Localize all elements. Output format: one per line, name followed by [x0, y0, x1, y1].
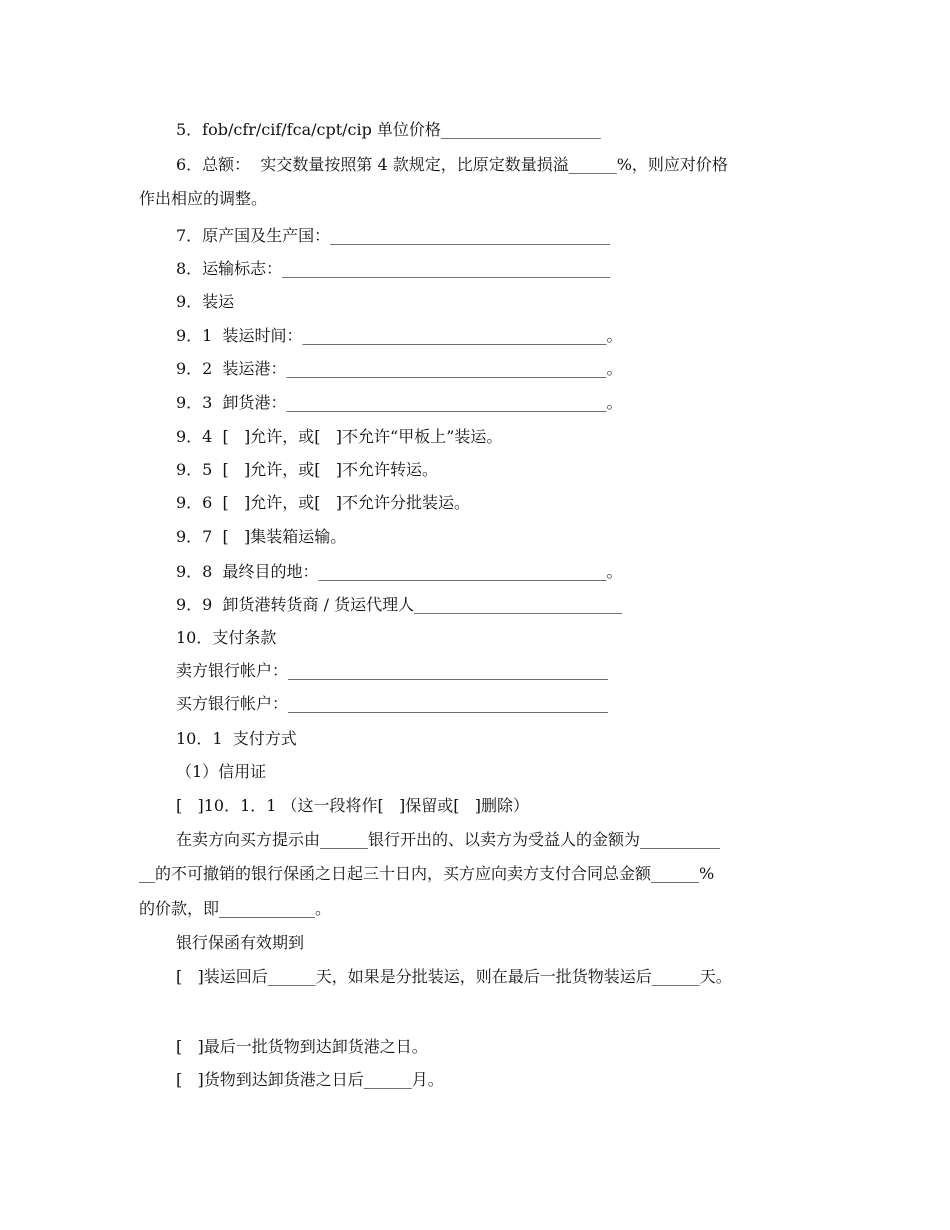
clause-9-9-forwarder: 9．9 卸货港转货商 / 货运代理人__________________________: [176, 595, 623, 614]
clause-9-7-container: 9．7 [ ]集装箱运输。: [176, 527, 347, 546]
guarantee-paragraph-line-1: 在卖方向买方提示由______银行开出的、以卖方为受益人的金额为__________: [176, 830, 721, 849]
clause-6-total-amount: 6．总额： 实交数量按照第 4 款规定，比原定数量损溢______%，则应对价格: [176, 155, 728, 174]
clause-10-1-1: [ ]10．1．1 （这一段将作[ ]保留或[ ]删除）: [176, 796, 530, 815]
clause-7-origin-country: 7．原产国及生产国：___________________________________: [176, 226, 611, 245]
clause-10-payment-heading: 10．支付条款: [176, 628, 277, 647]
clause-8-shipping-marks: 8．运输标志：_________________________________________: [176, 259, 611, 278]
guarantee-paragraph-line-2: __的不可撤销的银行保函之日起三十日内，买方应向卖方支付合同总金额______%: [139, 864, 715, 883]
clause-6-continuation: 作出相应的调整。: [139, 189, 268, 208]
clause-9-2-loading-port: 9．2 装运港：________________________________________。: [176, 359, 623, 378]
buyer-bank-account: 买方银行帐户：________________________________________: [176, 694, 609, 713]
clause-9-shipment-heading: 9．装运: [176, 292, 235, 311]
validity-option-after-shipment: [ ]装运回后______天，如果是分批装运，则在最后一批货物装运后______天。: [176, 967, 732, 986]
clause-5-unit-price: 5．fob/cfr/cif/fca/cpt/cip 单位价格____________________: [176, 120, 601, 139]
guarantee-paragraph-line-3: 的价款，即____________。: [139, 899, 332, 918]
clause-9-3-discharge-port: 9．3 卸货港：________________________________________。: [176, 393, 623, 412]
clause-9-8-destination: 9．8 最终目的地：____________________________________。: [176, 562, 623, 581]
seller-bank-account: 卖方银行帐户：________________________________________: [176, 661, 609, 680]
validity-option-last-arrival: [ ]最后一批货物到达卸货港之日。: [176, 1037, 428, 1056]
clause-9-4-on-deck: 9．4 [ ]允许，或[ ]不允许“甲板上”装运。: [176, 427, 503, 446]
clause-9-5-transshipment: 9．5 [ ]允许，或[ ]不允许转运。: [176, 460, 439, 479]
validity-option-months-after-arrival: [ ]货物到达卸货港之日后______月。: [176, 1070, 444, 1089]
guarantee-validity-heading: 银行保函有效期到: [176, 933, 305, 952]
letter-of-credit-heading: （1）信用证: [176, 762, 267, 781]
clause-9-1-shipment-time: 9．1 装运时间：______________________________________。: [176, 326, 623, 345]
clause-9-6-partial-shipment: 9．6 [ ]允许，或[ ]不允许分批装运。: [176, 493, 471, 512]
clause-10-1-payment-method: 10．1 支付方式: [176, 729, 297, 748]
